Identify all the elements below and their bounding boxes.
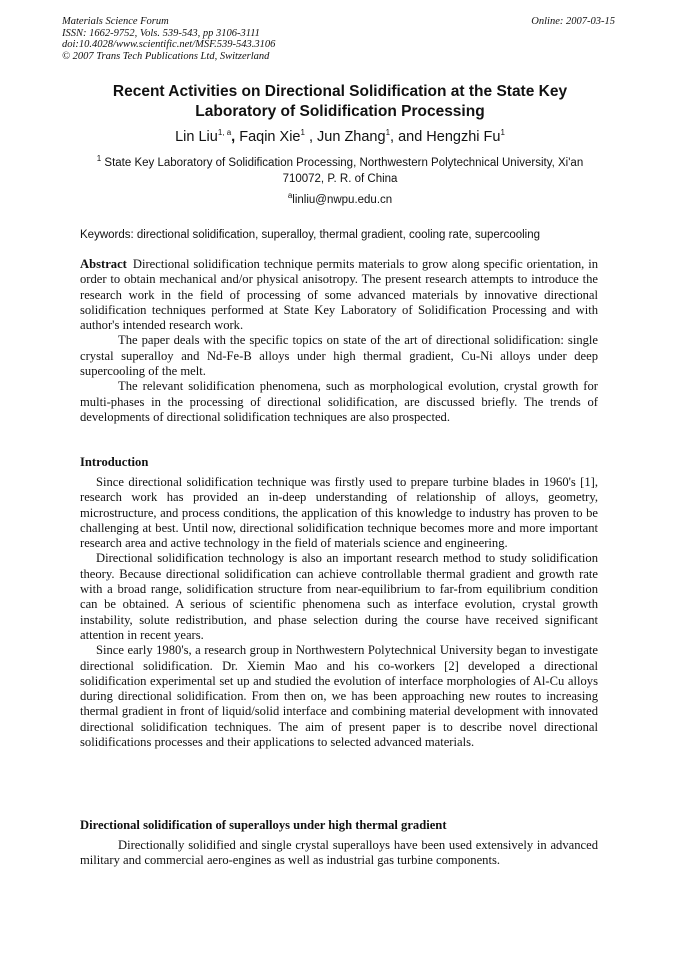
journal-header xyxy=(62,16,275,62)
author-name: Faqin Xie xyxy=(239,129,301,145)
abstract xyxy=(80,257,598,425)
author-separator: , and xyxy=(390,129,427,145)
body-paragraph: Directionally solidified and single crystal superalloys have been used extensively in advanced military and commercial aero-engines as well as industrial gas turbine components. xyxy=(80,838,598,868)
superalloys-body xyxy=(80,838,598,869)
email-address: linliu@nwpu.edu.cn xyxy=(292,194,393,206)
introduction-body xyxy=(80,475,598,750)
author-separator: , xyxy=(231,129,236,145)
online-date: Online: 2007-03-15 xyxy=(531,16,615,27)
author-affiliation-mark: 1 xyxy=(500,128,505,138)
abstract-label: Abstract xyxy=(80,257,127,271)
author-affiliation-mark: 1 xyxy=(385,128,391,138)
body-paragraph: Since early 1980's, a research group in Northwestern Polytechnical University began to investigate directional solidification. Dr. Xiemin Mao and his co-workers [2] developed a directional solidification experimental set up and studied the evolution of interface morphologies of Al-Cu alloys during directional solidification. From then on, we has been approaching new routes to increasing thermal gradient in front of liquid/solid interface and combining material development with innovated directional solidification techniques. The aim of present paper is to describe novel directional solidifications processes and their applications to selected advanced materials. xyxy=(80,643,598,750)
keywords: Keywords: directional solidification, superalloy, thermal gradient, cooling rate, supercooling xyxy=(80,229,541,241)
contact-email xyxy=(80,192,600,208)
journal-name: Materials Science Forum xyxy=(62,16,169,27)
author-name: Jun Zhang xyxy=(317,129,386,145)
author-separator: , xyxy=(304,129,318,145)
copyright-line: © 2007 Trans Tech Publications Ltd, Switzerland xyxy=(62,50,270,62)
affiliation-text: State Key Laboratory of Solidification Processing, Northwestern Polytechnical University, Xi'an 710072, P. R. of China xyxy=(104,157,584,185)
paper-title: Recent Activities on Directional Solidification at the State Key Laboratory of Solidification Processing xyxy=(112,83,568,120)
author-list xyxy=(80,128,600,146)
section-heading-superalloys: Directional solidification of superalloys under high thermal gradient xyxy=(80,818,447,832)
affiliation xyxy=(80,155,600,187)
author-name: Hengzhi Fu xyxy=(426,129,501,145)
author-affiliation-mark: 1 xyxy=(300,128,305,138)
author-name: Lin Liu xyxy=(175,129,218,145)
affiliation-mark: 1 xyxy=(96,154,102,164)
abstract-paragraph: The relevant solidification phenomena, such as morphological evolution, crystal growth for multi-phases in the processing of directional solidification, are discussed briefly. The trends of developments of directional solidification techniques are also prospected. xyxy=(80,379,598,424)
author-affiliation-mark: 1, a xyxy=(217,128,232,138)
section-heading-introduction: Introduction xyxy=(80,455,149,469)
email-mark: a xyxy=(287,191,293,201)
abstract-paragraph: The paper deals with the specific topics on state of the art of directional solidification: single crystal superalloy and Nd-Fe-B alloys under high thermal gradient, Cu-Ni alloys under deep supercooling of the melt. xyxy=(80,333,598,379)
body-paragraph: Directional solidification technology is also an important research method to study solidification theory. Because directional solidification can achieve controllable thermal gradient and growth rate with a broad range, solidification structure from near-equilibrium to far-from equilibrium condition can be obtained. A serious of scientific phenomena such as interface evolution, crystal growth instability, solute redistribution, and phase selection during the course have received significant attention in recent years. xyxy=(80,551,598,642)
body-paragraph: Since directional solidification technique was firstly used to prepare turbine blades in 1960's [1], research work has provided an in-deep understanding of relationship of alloys, geometry, microstructure, and process conditions, the application of this knowledge to industry has proven to be challenging at best. Until now, directional solidification technique becomes more and more important research area and active technology in the field of materials science and engineering. xyxy=(80,475,598,551)
abstract-text: Directional solidification technique permits materials to grow along specific orientation, in order to obtain mechanical and/or physical anisotropy. The present research attempts to introduce the research work in the field of processing of some advanced materials by innovative directional solidification techniques performed at State Key Laboratory of Solidification Processing and with author's intended research work. xyxy=(80,257,598,333)
doi-line: doi:10.4028/www.scientific.net/MSF.539-543.3106 xyxy=(62,39,276,50)
abstract-paragraph xyxy=(80,257,598,333)
issn-line: ISSN: 1662-9752, Vols. 539-543, pp 3106-3111 xyxy=(62,27,260,39)
